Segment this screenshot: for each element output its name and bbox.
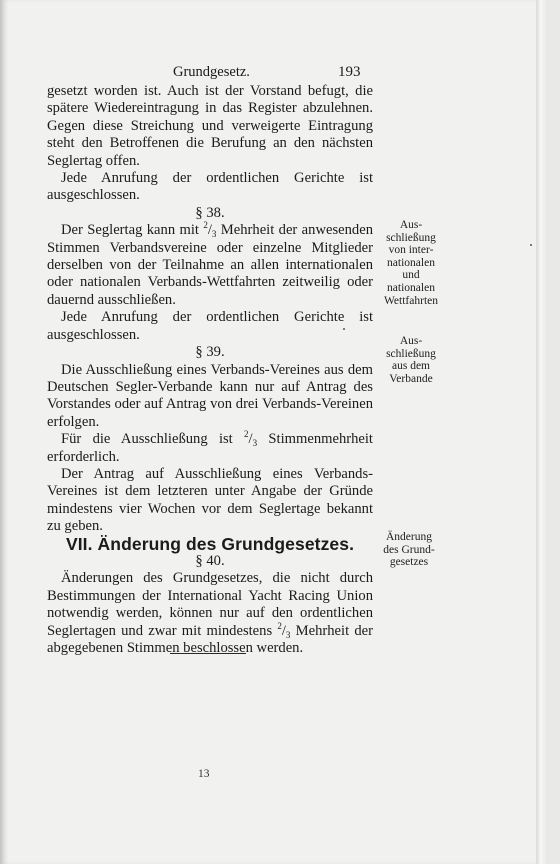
signature-mark: 13 — [198, 768, 210, 780]
paragraph-38: Der Seglertag kann mit $^2/_3$ Mehrheit der anwesenden Stimmen Verbandsvereine oder einzelne Mitglieder derselben von der Teilnahme an allen internationalen oder nationalen Verbands-Wettfahrten zeitweilig oder dauernd ausschließen. — [47, 220, 373, 308]
section-heading-38: § 38. — [195, 204, 225, 221]
paragraph-39: Die Ausschließung eines Verbands-Vereines aus dem Deutschen Segler-Verbande kann nur auf Antrag des Vorstandes oder auf Antrag von drei Verbands-Vereinen erfolgen. — [47, 361, 373, 430]
paragraph: Für die Ausschließung ist $^2/_3$ Stimmenmehrheit erforderlich. — [47, 429, 373, 465]
paragraph: Der Antrag auf Ausschließung eines Verbands-Vereines ist dem letzteren unter Angabe der Gründe mindestens vier Wochen vor dem Seglertage bekannt zu geben. — [47, 465, 373, 535]
body-text — [47, 83, 373, 657]
paragraph: Jede Anrufung der ordentlichen Gerichte ist ausgeschlossen. — [47, 309, 373, 343]
paragraph-40: Änderungen des Grundgesetzes, die nicht durch Bestimmungen der International Yacht Racing Union notwendig werden, können nur auf den ordentlichen Seglertagen und zwar mit mindestens $^2/_3$ Mehrheit der abgegebenen Stimmen beschlossen werden. — [47, 570, 373, 656]
fraction: $^2/_3$ — [203, 220, 217, 240]
section-heading-40: § 40. — [195, 552, 225, 569]
running-title: Grundgesetz. — [173, 64, 250, 80]
page-edge — [536, 0, 548, 864]
closing-rule — [170, 653, 246, 654]
margin-note-38: Aus- schließung von inter- nationalen und nationalen Wettfahrten — [384, 219, 438, 307]
paragraph: gesetzt worden ist. Auch ist der Vorstand befugt, die spätere Wiedereintragung in das Register abzulehnen. Gegen diese Streichung und verweigerte Eintragung steht den Betroffenen die Berufung an den nächsten Seglertag offen. — [47, 83, 373, 169]
page-number: 193 — [338, 64, 361, 80]
section-heading-39: § 39. — [195, 344, 225, 361]
fraction: $^2/_3$ — [244, 429, 258, 449]
fraction: $^2/_3$ — [277, 620, 291, 640]
chapter-heading: VII. Änderung des Grundgesetzes. — [65, 533, 355, 554]
paper-speck — [343, 328, 345, 330]
paper-speck — [530, 244, 532, 246]
paragraph: Jede Anrufung der ordentlichen Gerichte ist ausgeschlossen. — [47, 170, 373, 204]
margin-note-40: Änderung des Grund- gesetzes — [383, 531, 435, 569]
margin-note-39: Aus- schließung aus dem Verbande — [386, 335, 436, 385]
